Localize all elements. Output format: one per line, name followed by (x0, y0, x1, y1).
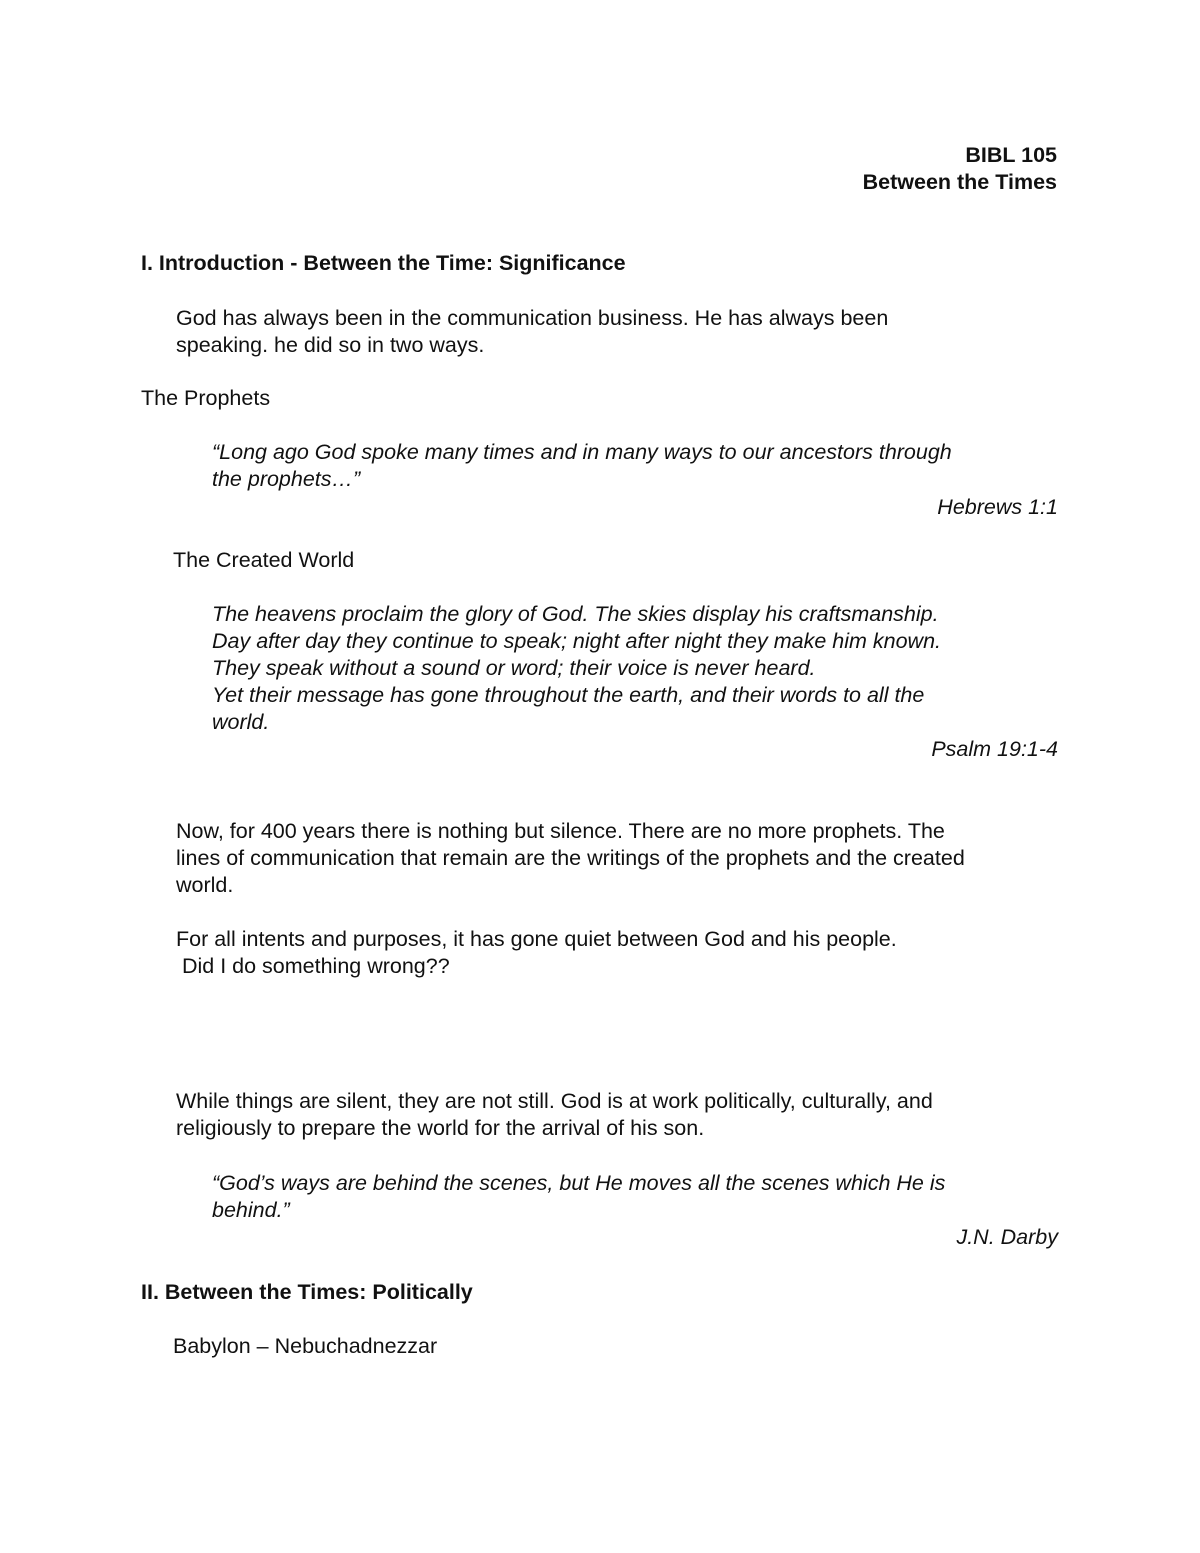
prophets-quote-line-1: “Long ago God spoke many times and in many ways to our ancestors through (212, 440, 952, 464)
intro-paragraph-line-1: God has always been in the communication business. He has always been (176, 306, 889, 330)
created-world-label: The Created World (173, 548, 355, 572)
course-code: BIBL 105 (965, 143, 1057, 167)
document-title: Between the Times (862, 170, 1057, 194)
created-reference: Psalm 19:1-4 (931, 737, 1058, 761)
prophets-reference: Hebrews 1:1 (937, 495, 1058, 519)
section-heading-politically: II. Between the Times: Politically (141, 1280, 473, 1304)
darby-reference: J.N. Darby (956, 1225, 1058, 1249)
babylon-label: Babylon – Nebuchadnezzar (173, 1334, 438, 1358)
created-quote-line-2: Day after day they continue to speak; night after night they make him known. (212, 629, 942, 653)
created-quote-line-5: world. (212, 710, 270, 734)
prophets-quote-line-2: the prophets…” (212, 467, 361, 491)
silent-paragraph-line-1: While things are silent, they are not still. God is at work politically, culturally, and (176, 1089, 933, 1113)
created-quote-line-1: The heavens proclaim the glory of God. The skies display his craftsmanship. (212, 602, 939, 626)
darby-quote-line-2: behind.” (212, 1198, 290, 1222)
created-quote-line-4: Yet their message has gone throughout the earth, and their words to all the (212, 683, 925, 707)
quiet-paragraph-line-1: For all intents and purposes, it has gone quiet between God and his people. (176, 927, 897, 951)
silence-paragraph-line-2: lines of communication that remain are the writings of the prophets and the created (176, 846, 965, 870)
quiet-paragraph-line-2: Did I do something wrong?? (176, 954, 450, 978)
silence-paragraph-line-3: world. (176, 873, 234, 897)
intro-paragraph-line-2: speaking. he did so in two ways. (176, 333, 485, 357)
silence-paragraph-line-1: Now, for 400 years there is nothing but silence. There are no more prophets. The (176, 819, 945, 843)
silent-paragraph-line-2: religiously to prepare the world for the arrival of his son. (176, 1116, 705, 1140)
created-quote-line-3: They speak without a sound or word; their voice is never heard. (212, 656, 816, 680)
darby-quote-line-1: “God’s ways are behind the scenes, but He moves all the scenes which He is (212, 1171, 946, 1195)
section-heading-introduction: I. Introduction - Between the Time: Significance (141, 251, 626, 275)
prophets-label: The Prophets (141, 386, 271, 410)
